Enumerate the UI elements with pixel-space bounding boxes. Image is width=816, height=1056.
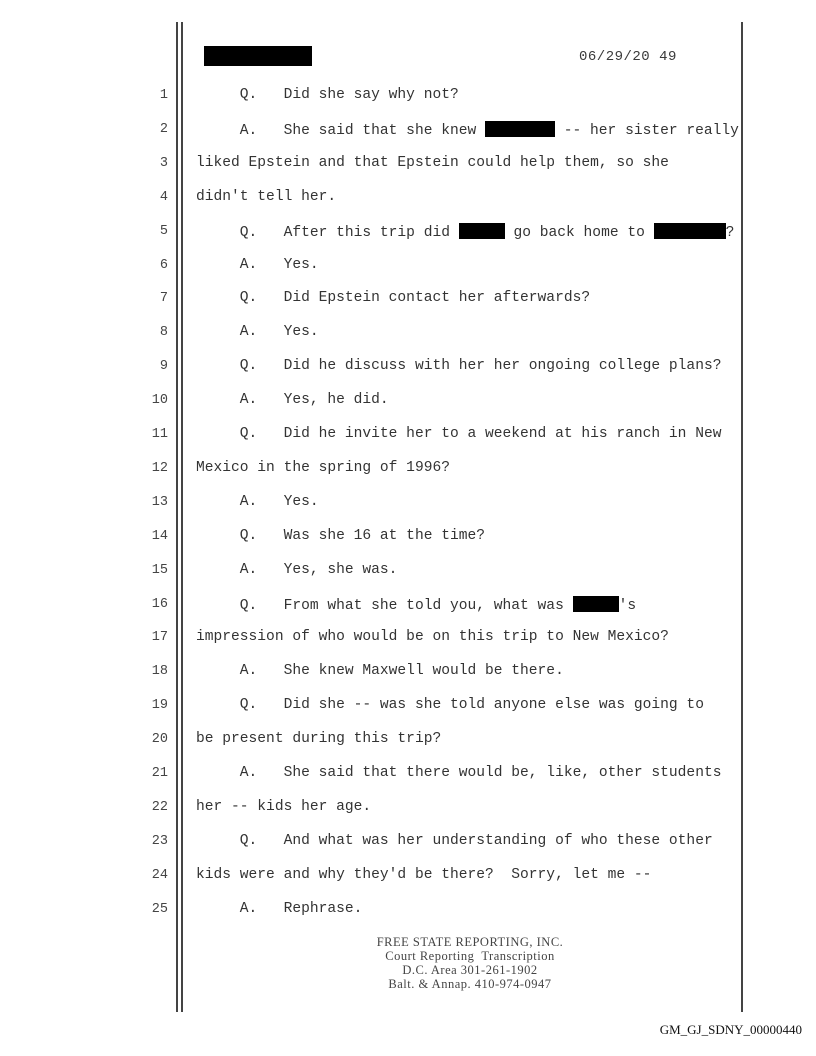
line-text [196,426,721,442]
reporter-footer [300,935,640,991]
line-text [196,290,590,306]
line-text [196,596,636,614]
line-number: 18 [151,664,168,680]
line-number: 1 [159,88,168,103]
line-text [196,358,721,374]
line-text-segment: A. Yes. [196,324,319,341]
line-number: 25 [151,901,168,917]
line-number: 19 [151,698,168,714]
line-number: 16 [151,596,168,612]
line-text [196,562,397,578]
transcript-line [0,690,816,724]
transcript-line [0,385,816,419]
line-number: 20 [151,732,168,748]
line-number: 12 [151,460,168,476]
line-text-segment: kids were and why they'd be there? Sorry, let me -- [196,866,652,883]
transcript-line [0,283,816,317]
line-text-segment: liked Epstein and that Epstein could help them, so she [196,154,669,171]
line-text-segment: 's [618,597,637,614]
line-text [196,528,485,544]
line-text [196,663,564,679]
transcript-line [0,555,816,589]
line-text [196,799,371,815]
line-text [196,867,651,883]
line-text-segment: A. Yes, she was. [196,561,398,578]
line-text [196,460,450,476]
transcript-line [0,317,816,351]
line-text-segment: A. Yes. [196,493,319,510]
transcript-line [0,758,816,792]
transcript-line [0,826,816,860]
line-text-segment: be present during this trip? [196,731,442,748]
transcript-line [0,724,816,758]
line-number: 22 [151,799,168,815]
transcript-line [0,453,816,487]
footer-service: Court Reporting Transcription [385,949,555,963]
line-number: 11 [151,427,168,442]
line-text-segment: Q. And what was her understanding of who these other [196,832,713,849]
line-text-segment: Q. Did she say why not? [196,87,459,103]
transcript-line [0,792,816,826]
redaction-block [459,223,505,239]
transcript-line [0,351,816,385]
line-text-segment: A. She said that she knew [196,122,486,139]
line-number: 13 [151,494,168,510]
line-number: 5 [159,223,168,239]
transcript-line [0,487,816,521]
line-number: 10 [151,393,168,409]
line-text-segment: Q. Did he discuss with her her ongoing college plans? [196,358,722,375]
line-text-segment: her -- kids her age. [196,798,372,815]
line-text-segment: go back home to [504,224,654,241]
line-number: 9 [159,359,168,375]
line-text-segment: Q. After this trip did [196,224,459,241]
line-text [196,324,319,340]
line-number: 14 [151,528,168,544]
line-text [196,494,319,510]
line-text [196,731,441,747]
line-number: 6 [159,257,168,273]
footer-phone-dc: D.C. Area 301-261-1902 [402,963,538,977]
line-text-segment: A. Yes, he did. [196,392,389,409]
line-number: 15 [151,562,168,578]
transcript-line [0,80,816,114]
redaction-block [485,121,555,137]
transcript-line [0,114,816,148]
line-text-segment: A. She knew Maxwell would be there. [196,663,564,680]
line-text [196,121,739,139]
transcript-line [0,521,816,555]
line-number: 4 [159,189,168,205]
transcript-line [0,148,816,182]
line-number: 23 [151,833,168,849]
line-text [196,697,704,713]
line-number: 7 [159,291,168,307]
line-text [196,629,669,645]
line-text-segment: Q. Did he invite her to a weekend at his ranch in New [196,426,722,442]
line-text [196,765,721,781]
line-text [196,392,389,408]
transcript-line [0,622,816,656]
header-date-page: 06/29/20 49 [579,49,677,65]
line-text [196,901,362,917]
transcript-line [0,182,816,216]
line-number: 17 [151,630,168,646]
line-text-segment: Q. Was she 16 at the time? [196,527,486,544]
line-number: 2 [159,121,168,137]
transcript-line [0,216,816,250]
transcript-line [0,589,816,623]
transcript-line [0,419,816,453]
line-text-segment: ? [725,224,735,241]
line-text-segment: didn't tell her. [196,188,337,205]
line-text-segment: Q. From what she told you, what was [196,597,573,614]
bates-number: GM_GJ_SDNY_00000440 [659,1022,802,1037]
line-text [196,155,669,171]
footer-phone-balt: Balt. & Annap. 410-974-0947 [388,977,552,991]
line-number: 3 [159,155,168,171]
transcript-line [0,860,816,894]
line-text-segment: A. Yes. [196,256,319,273]
redaction-block [654,223,726,239]
transcript-line [0,250,816,284]
line-text [196,257,319,273]
redaction-block [573,596,619,612]
line-text-segment: A. Rephrase. [196,900,363,917]
header-redaction [204,46,312,66]
line-text [196,87,459,103]
line-number: 24 [151,867,168,883]
line-text [196,223,734,241]
line-number: 21 [151,766,168,781]
line-text-segment: Q. Did she -- was she told anyone else was going to [196,697,704,714]
line-text-segment: -- her sister really [555,122,739,139]
transcript-line [0,656,816,690]
line-text-segment: Q. Did Epstein contact her afterwards? [196,290,591,307]
line-text-segment: impression of who would be on this trip to New Mexico? [196,629,669,646]
line-text [196,833,713,849]
line-number: 8 [159,325,168,341]
line-text-segment: Mexico in the spring of 1996? [196,459,450,476]
line-text-segment: A. She said that there would be, like, other students [196,765,722,781]
line-text [196,189,336,205]
transcript-line [0,894,816,928]
footer-company: FREE STATE REPORTING, INC. [376,935,564,949]
